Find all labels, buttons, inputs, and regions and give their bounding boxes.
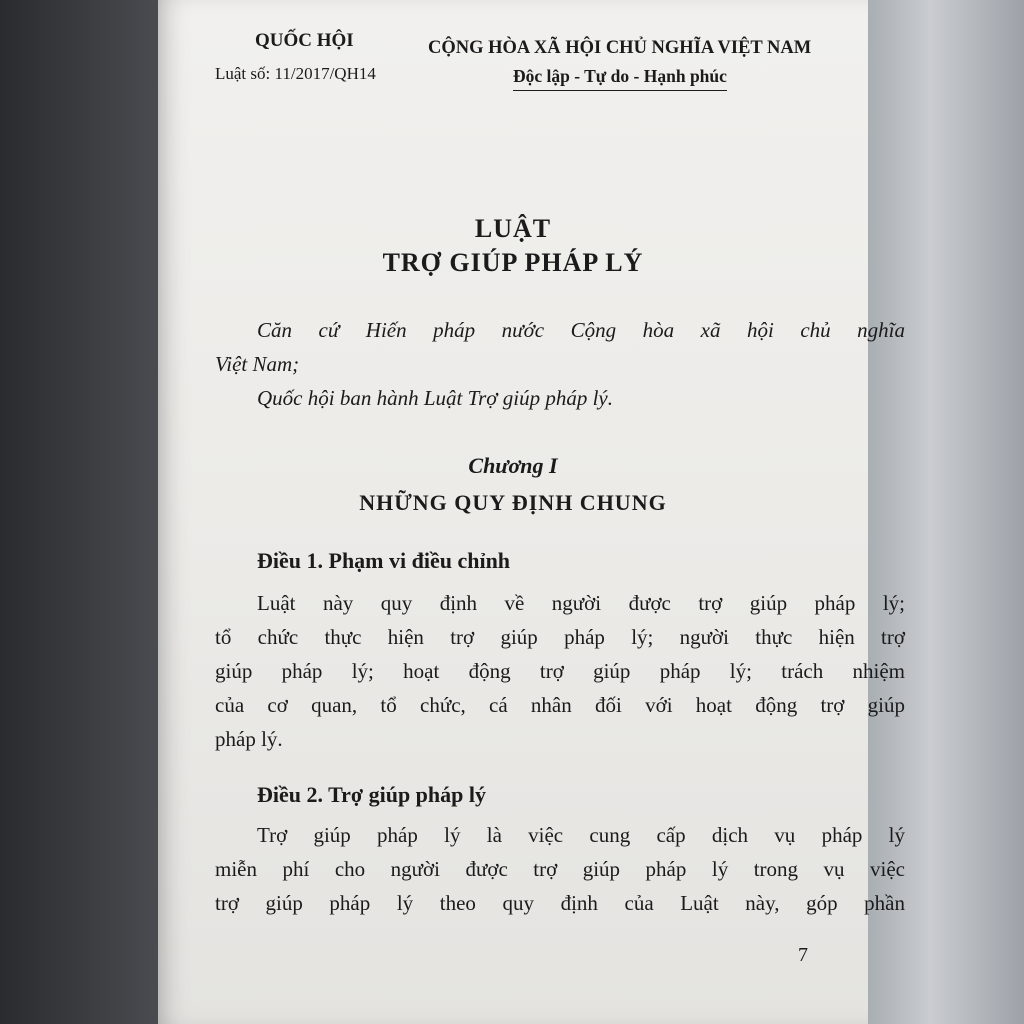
law-title-line2: TRỢ GIÚP PHÁP LÝ: [382, 248, 644, 277]
preamble-line3: Quốc hội ban hành Luật Trợ giúp pháp lý.: [257, 386, 613, 410]
nation-title: CỘNG HÒA XÃ HỘI CHỦ NGHĨA VIỆT NAM: [428, 38, 812, 58]
article1-heading: Điều 1. Phạm vi điều chỉnh: [257, 548, 511, 573]
national-motto: Độc lập - Tự do - Hạnh phúc: [513, 66, 727, 91]
background-left: [0, 0, 158, 1024]
chapter-number: Chương I: [468, 453, 558, 478]
book-page: [158, 0, 905, 1024]
article1-line4: của cơ quan, tổ chức, cá nhân đối với hoạt động trợ giúp: [215, 693, 905, 717]
article2-line3: trợ giúp pháp lý theo quy định của Luật này, góp phần: [215, 891, 905, 915]
law-title-line1: LUẬT: [474, 214, 552, 243]
law-number: Luật số: 11/2017/QH14: [215, 64, 376, 83]
page-number: 7: [798, 944, 808, 966]
article2-heading: Điều 2. Trợ giúp pháp lý: [257, 782, 486, 807]
issuer-label: QUỐC HỘI: [255, 30, 354, 51]
preamble-line2: Việt Nam;: [215, 352, 300, 376]
article1-line2: tổ chức thực hiện trợ giúp pháp lý; người thực hiện trợ: [215, 625, 905, 649]
article1-line3: giúp pháp lý; hoạt động trợ giúp pháp lý; trách nhiệm: [215, 659, 905, 683]
chapter-title: NHỮNG QUY ĐỊNH CHUNG: [359, 490, 667, 515]
article1-line5: pháp lý.: [215, 727, 283, 751]
article2-line1: Trợ giúp pháp lý là việc cung cấp dịch vụ pháp lý: [257, 823, 905, 847]
article2-line2: miễn phí cho người được trợ giúp pháp lý trong vụ việc: [215, 857, 905, 881]
preamble-line1: Căn cứ Hiến pháp nước Cộng hòa xã hội chủ nghĩa: [257, 318, 905, 342]
article1-line1: Luật này quy định về người được trợ giúp pháp lý;: [257, 591, 905, 615]
